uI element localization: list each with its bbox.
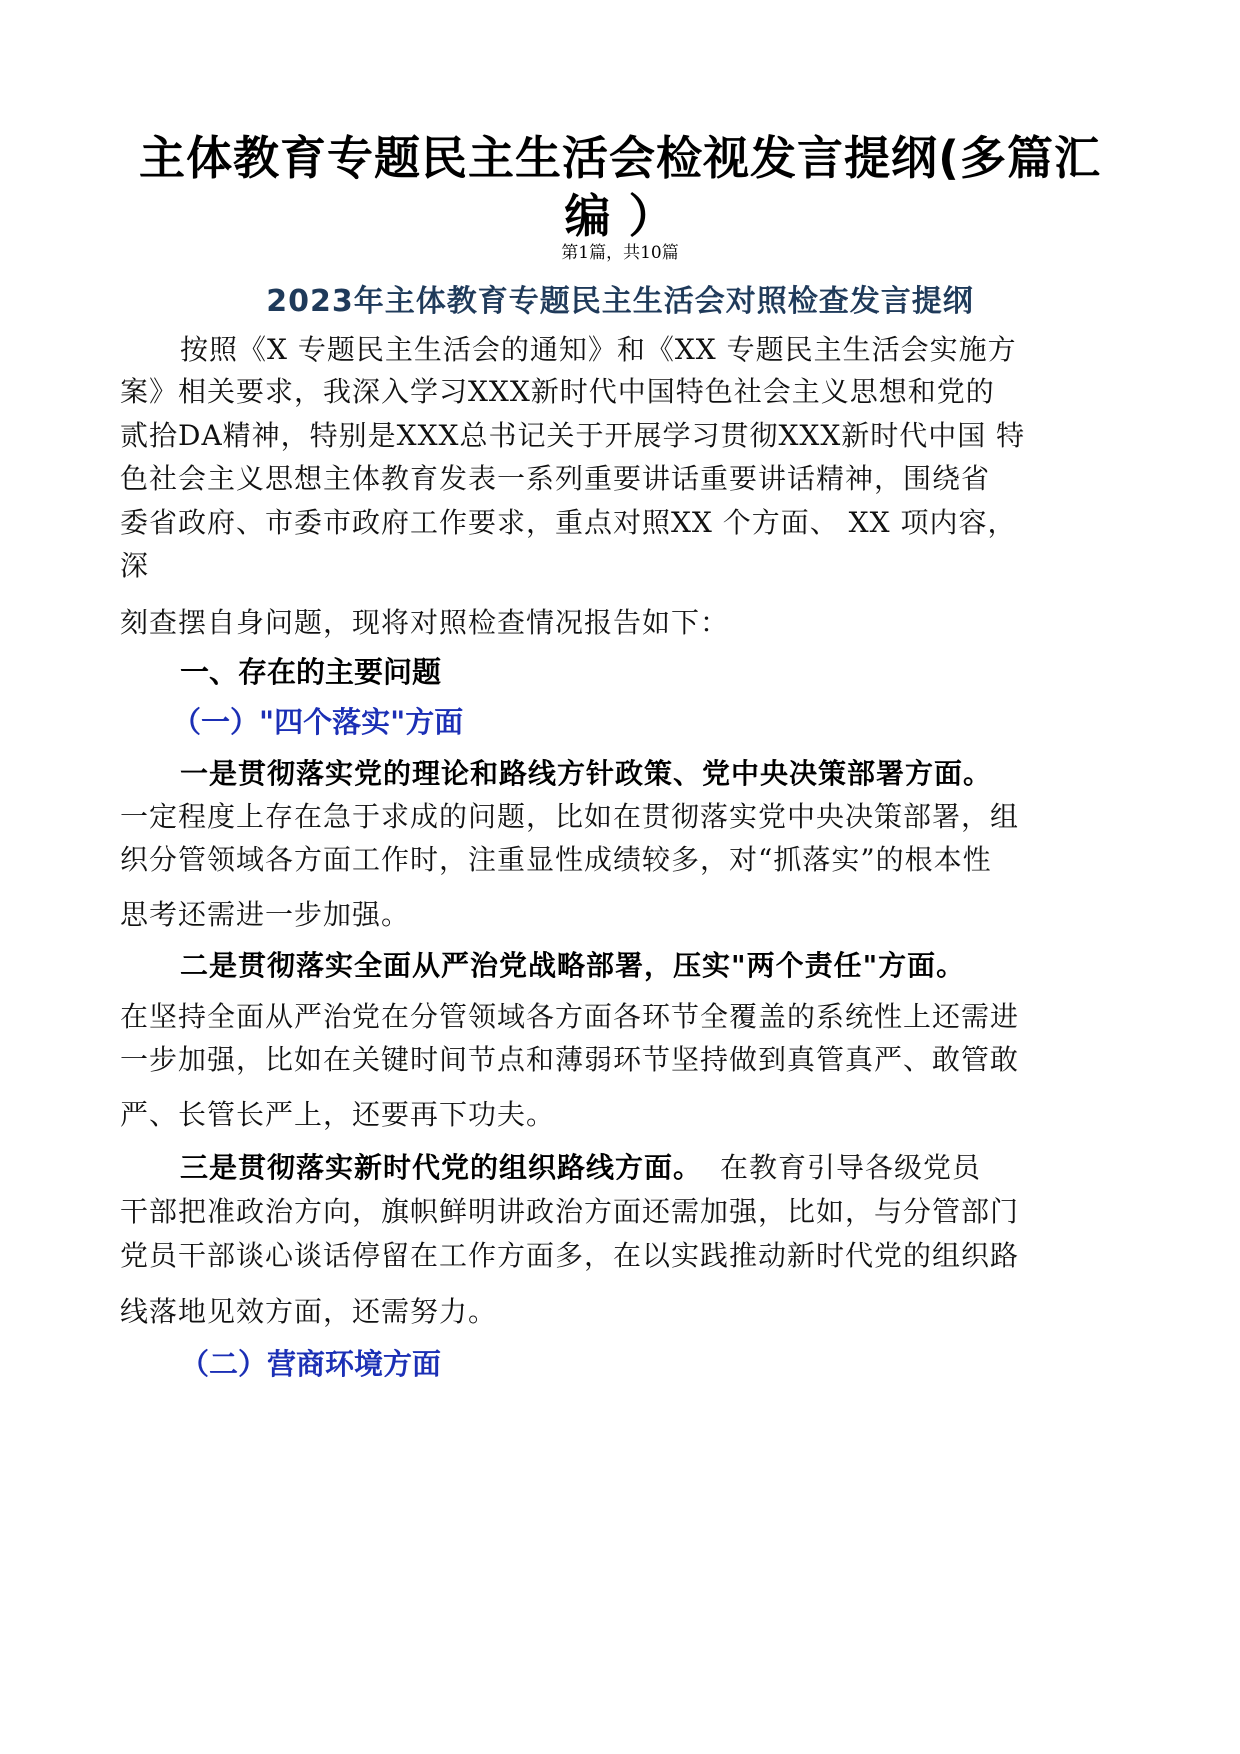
doc-subtitle: 2023年主体教育专题民主生活会对照检查发言提纲 — [266, 284, 974, 319]
paragraph-1-line-3: 思考还需进一步加强。 — [120, 898, 411, 931]
intro-line-7: 刻查摆自身问题，现将对照检查情况报告如下： — [120, 606, 730, 639]
paragraph-3-line-0: 在教育引导各级党员 — [720, 1151, 982, 1184]
section-heading-1: 一、存在的主要问题 — [180, 655, 442, 689]
subsection-heading-2: （二）营商环境方面 — [180, 1347, 442, 1381]
paragraph-3-line-1: 干部把准政治方向，旗帜鲜明讲政治方面还需加强，比如，与分管部门 — [120, 1195, 1020, 1228]
paragraph-1-heading: 一是贯彻落实党的理论和路线方针政策、党中央决策部署方面。 — [180, 757, 993, 790]
intro-line-3: 贰拾DA精神，特别是XXX总书记关于开展学习贯彻XXX新时代中国 特 — [120, 419, 1026, 452]
subsection-heading-1: （一）"四个落实"方面 — [172, 705, 464, 739]
intro-line-2: 案》相关要求，我深入学习XXX新时代中国特色社会主义思想和党的 — [120, 375, 995, 408]
paragraph-2-heading: 二是贯彻落实全面从严治党战略部署，压实"两个责任"方面。 — [180, 949, 966, 982]
paragraph-3-line-2: 党员干部谈心谈话停留在工作方面多，在以实践推动新时代党的组织路 — [120, 1239, 1020, 1272]
paragraph-1-line-1: 一定程度上存在急于求成的问题，比如在贯彻落实党中央决策部署，组 — [120, 800, 1020, 833]
intro-line-4: 色社会主义思想主体教育发表一系列重要讲话重要讲话精神，围绕省 — [120, 462, 991, 495]
paragraph-1-line-2: 织分管领域各方面工作时，注重显性成绩较多，对“抓落实”的根本性 — [120, 843, 992, 876]
paragraph-3-heading: 三是贯彻落实新时代党的组织路线方面。 — [180, 1151, 703, 1184]
intro-line-5: 委省政府、市委市政府工作要求，重点对照XX 个方面、 XX 项内容， — [120, 506, 1017, 539]
doc-title-line2: 编 ） — [564, 189, 676, 243]
paragraph-2-line-3: 严、长管长严上，还要再下功夫。 — [120, 1098, 556, 1131]
intro-line-1: 按照《X 专题民主生活会的通知》和《XX 专题民主生活会实施方 — [180, 333, 1017, 366]
intro-line-6: 深 — [120, 549, 150, 582]
part-indicator: 第1篇，共10篇 — [561, 243, 679, 263]
paragraph-3-line-3: 线落地见效方面，还需努力。 — [120, 1295, 498, 1328]
doc-title-line1: 主体教育专题民主生活会检视发言提纲(多篇汇 — [138, 131, 1102, 185]
paragraph-2-line-2: 一步加强，比如在关键时间节点和薄弱环节坚持做到真管真严、敢管敢 — [120, 1043, 1020, 1076]
paragraph-2-line-1: 在坚持全面从严治党在分管领域各方面各环节全覆盖的系统性上还需进 — [120, 1000, 1020, 1033]
